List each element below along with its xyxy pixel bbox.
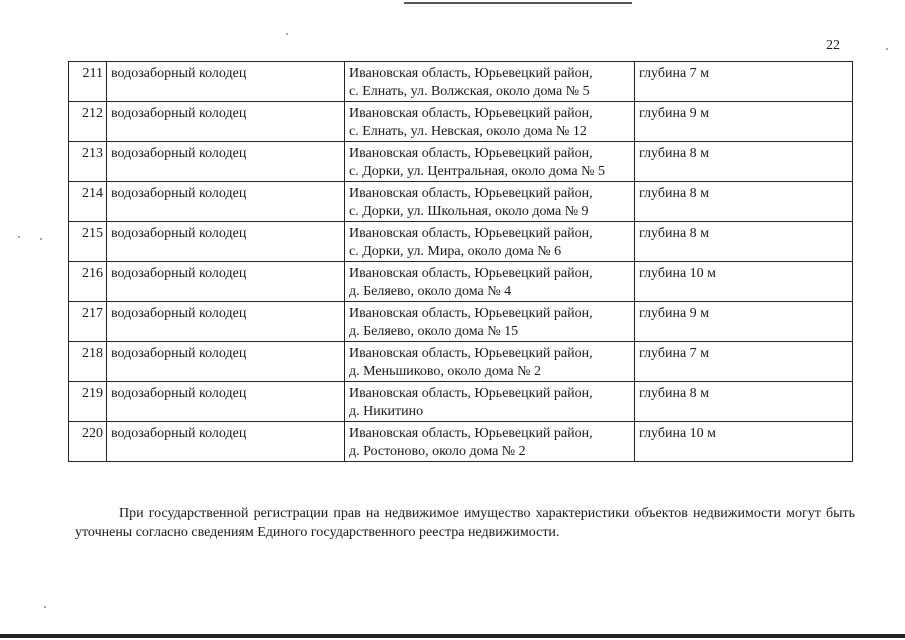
location-line: д. Беляево, около дома № 4	[349, 284, 512, 299]
object-name: водозаборный колодец	[107, 422, 345, 462]
location-line: с. Елнать, ул. Невская, около дома № 12	[349, 124, 587, 139]
object-name: водозаборный колодец	[107, 142, 345, 182]
object-depth: глубина 10 м	[635, 422, 853, 462]
object-name: водозаборный колодец	[107, 382, 345, 422]
location-line: д. Ростоново, около дома № 2	[349, 444, 526, 459]
object-depth: глубина 8 м	[635, 382, 853, 422]
object-depth: глубина 9 м	[635, 302, 853, 342]
table-row	[69, 62, 853, 102]
scan-speck	[40, 238, 42, 240]
object-location	[345, 222, 635, 262]
object-location	[345, 142, 635, 182]
object-location	[345, 382, 635, 422]
object-location	[345, 182, 635, 222]
object-depth: глубина 8 м	[635, 182, 853, 222]
location-line: Ивановская область, Юрьевецкий район,	[349, 386, 593, 401]
location-line: с. Дорки, ул. Мира, около дома № 6	[349, 244, 562, 259]
object-depth: глубина 10 м	[635, 262, 853, 302]
table-row	[69, 182, 853, 222]
table-row	[69, 142, 853, 182]
object-location	[345, 422, 635, 462]
object-location	[345, 342, 635, 382]
scan-speck	[886, 48, 888, 50]
location-line: с. Дорки, ул. Школьная, около дома № 9	[349, 204, 589, 219]
location-line: д. Беляево, около дома № 15	[349, 324, 519, 339]
location-line: д. Меньшиково, около дома № 2	[349, 364, 541, 379]
object-depth: глубина 8 м	[635, 222, 853, 262]
location-line: Ивановская область, Юрьевецкий район,	[349, 106, 593, 121]
location-line: Ивановская область, Юрьевецкий район,	[349, 66, 593, 81]
row-number: 215	[69, 222, 107, 262]
object-name: водозаборный колодец	[107, 182, 345, 222]
location-line: д. Никитино	[349, 404, 424, 419]
object-name: водозаборный колодец	[107, 222, 345, 262]
object-name: водозаборный колодец	[107, 302, 345, 342]
table-row	[69, 302, 853, 342]
object-depth: глубина 8 м	[635, 142, 853, 182]
row-number: 212	[69, 102, 107, 142]
page-number: 22	[826, 38, 840, 53]
top-scan-line	[404, 2, 632, 4]
object-location	[345, 262, 635, 302]
row-number: 213	[69, 142, 107, 182]
object-location	[345, 62, 635, 102]
table-row	[69, 382, 853, 422]
object-depth: глубина 9 м	[635, 102, 853, 142]
object-location	[345, 102, 635, 142]
table-row	[69, 262, 853, 302]
object-name: водозаборный колодец	[107, 62, 345, 102]
object-name: водозаборный колодец	[107, 262, 345, 302]
object-name: водозаборный колодец	[107, 342, 345, 382]
location-line: Ивановская область, Юрьевецкий район,	[349, 226, 593, 241]
location-line: Ивановская область, Юрьевецкий район,	[349, 426, 593, 441]
location-line: Ивановская область, Юрьевецкий район,	[349, 146, 593, 161]
object-depth: глубина 7 м	[635, 342, 853, 382]
table-row	[69, 342, 853, 382]
location-line: Ивановская область, Юрьевецкий район,	[349, 346, 593, 361]
location-line: с. Елнать, ул. Волжская, около дома № 5	[349, 84, 590, 99]
registration-note: При государственной регистрации прав на недвижимое имущество характеристики объектов недвижимости могут быть уточнены согласно сведениям Единого государственного реестра недвижимости.	[75, 506, 855, 540]
wells-table	[68, 61, 853, 462]
location-line: Ивановская область, Юрьевецкий район,	[349, 266, 593, 281]
row-number: 214	[69, 182, 107, 222]
row-number: 219	[69, 382, 107, 422]
table-row	[69, 222, 853, 262]
bottom-scan-edge	[0, 634, 905, 638]
object-depth: глубина 7 м	[635, 62, 853, 102]
location-line: Ивановская область, Юрьевецкий район,	[349, 186, 593, 201]
scan-speck	[44, 606, 46, 608]
row-number: 217	[69, 302, 107, 342]
scan-speck	[286, 33, 288, 35]
row-number: 211	[69, 62, 107, 102]
row-number: 216	[69, 262, 107, 302]
location-line: Ивановская область, Юрьевецкий район,	[349, 306, 593, 321]
row-number: 218	[69, 342, 107, 382]
table-row	[69, 422, 853, 462]
location-line: с. Дорки, ул. Центральная, около дома № 5	[349, 164, 605, 179]
row-number: 220	[69, 422, 107, 462]
object-location	[345, 302, 635, 342]
table-row	[69, 102, 853, 142]
scan-speck	[18, 236, 20, 238]
object-name: водозаборный колодец	[107, 102, 345, 142]
